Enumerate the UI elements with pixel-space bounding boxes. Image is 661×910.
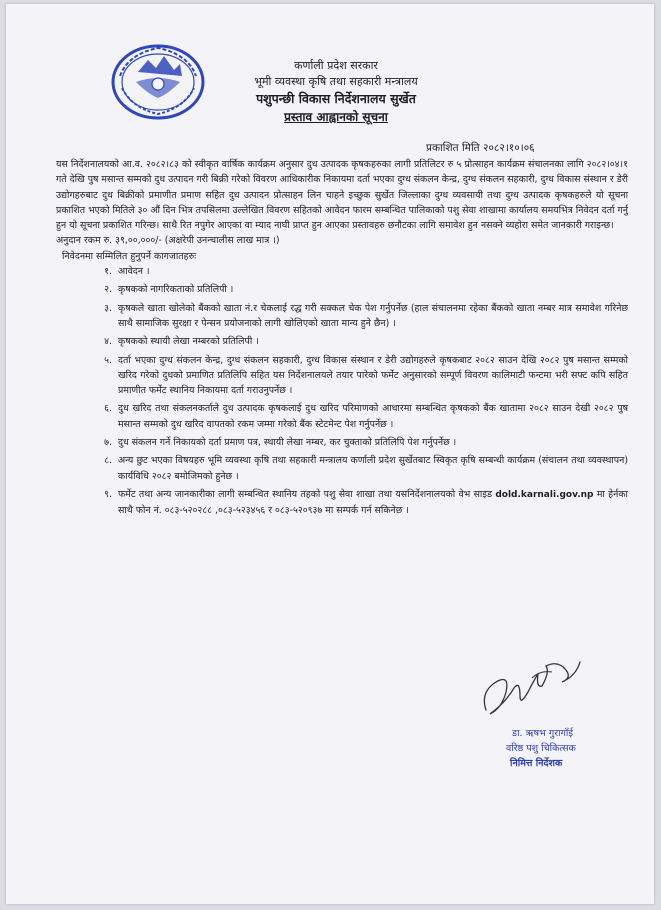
list-item [56,487,628,519]
item-text: कृषकको स्थायी लेखा नम्बरको प्रतिलिपी । [118,336,259,348]
documents-list [56,264,628,518]
item-text: अन्य छुट भएका विषयहरु भूमि व्यवस्था कृषि तथा सहकारी मन्त्रालय कर्णाली प्रदेश सुर्खेतबाट स्विकृत कृषि सम्बन्धी कार्यक्रम (संचालन तथा व्यवस्थापन) कार्यविधि २०८२ बमोजिमको हुनेछ । [118,455,628,482]
signer-block [506,726,616,771]
list-item [56,453,628,484]
item-text: दुध खरिद तथा संकलनकर्ताले दुध उत्पादक कृषकलाई दुध खरिद परिमाणको आधारमा सम्बन्धित कृषकको बैंक खातामा २०८२ साउन देखी २०८२ पुष मसान्त सम्मको दुध खरिद वापतको रकम जम्मा गरेको बैंक स्टेटमेन्ट पेश गर्नुपर्नेछ । [118,403,628,430]
notice-page [6,4,654,904]
list-item [56,282,628,297]
list-item [56,435,628,450]
item-number: १. [104,266,112,278]
directorate-name: पशुपन्छी विकास निर्देशनालय सुर्खेत [256,91,416,106]
item-text: आवेदन । [118,266,150,278]
notice-body [56,157,628,522]
item-number: ९. [104,488,112,500]
government-name: कर्णाली प्रदेश सरकार [294,59,378,72]
main-paragraph: यस निर्देशनालयको आ.व. २०८२।८३ को स्वीकृत वार्षिक कार्यक्रम अनुसार दुध उत्पादक कृषकहरुका लागी प्रतिलिटर रु ५ प्रोत्साहन कार्यक्रम संचालनका लागि २०८२।०४।१ गते देखि पुष मसान्त सम्मको दुध उत्पादन गरी बिक्री गरेको विवरण आधिकारीक निकायमा दर्ता भएका दुग्ध संकलन केन्द्र, दुग्ध संकलन सहकारी, दुग्ध विकास संस्थान र डेरी उद्योगहरुबाट दुध बिक्रीको प्रमाणीत प्रमाण सहित दुध उत्पादन प्रोत्साहन लिन चाहने इच्छुक सुर्खेत जिल्लाका दुग्ध व्यवसायी तथा दुग्ध उत्पादक कृषकहरुले यो सूचना प्रकाशित भएको मितिले ३० औं दिन भित्र तपसिलमा उल्लेखित विवरण सहितको आवेदन फारम सम्बन्धित पालिकाको पशु सेवा शाखामा कार्यालय समयभित्र निवेदन दर्ता गर्नु हुन यो सूचना प्रकाशित गरिन्छ। साथै रित नपुगेर आएका वा म्याद नाघी प्राप्त हुन आएका प्रस्तावहरु छनौटका लागि समावेश हुन नसक्ने व्यहोरा समेत जानकारी गराइन्छ। [56,159,629,232]
list-item [56,353,628,399]
item-text-contact: मा हेर्नका साथै फोन नं. ०८३-५२०२८८ ,०८३-५२३४५६ र ०८३-५२०९३७ मा सम्पर्क गर्न सकिनेछ । [118,488,628,517]
item-number: ५. [104,354,112,366]
letterhead [216,58,456,126]
item-text: कृषकको नागरिकताको प्रतिलिपी । [118,284,234,296]
signer-post: वरिष्ठ पशु चिकित्सक [506,743,576,754]
list-item [56,334,628,349]
signer-name: डा. ऋषभ गुरागाँई [512,728,574,739]
item-number: २. [104,284,112,296]
item-number: ४. [104,336,112,348]
item-text: कृषकले खाता खोलेको बैंकको खाता नं.र चेकलाई रद्ध गरी सक्कल चेक पेश गर्नुपर्नेछ (हाल संचालनमा रहेका बैंकको खाता नम्बर मात्र समावेश गरिनेछ साथै सामाजिक सुरक्षा र पेन्सन प्रयोजनाको लागी खोलिएको खाता मान्य हुने छैन) । [118,302,628,329]
signer-role: निमित्त निर्देशक [510,758,563,769]
ministry-name: भूमी व्यवस्था कृषि तथा सहकारी मन्त्रालय [254,75,418,88]
list-item [56,264,628,279]
grant-amount: अनुदान रकम रु. ३९,००,०००/- (अक्षरेपी उनन्चालीस लाख मात्र ।) [56,235,280,247]
published-date: प्रकाशित मिति २०८२।१०।०६ [426,142,535,154]
list-item [56,401,628,432]
website-link[interactable]: dold.karnali.gov.np [495,489,594,500]
item-number: ६. [104,403,112,415]
documents-heading: निवेदनमा सम्मिलित हुनुपर्ने कागजातहरुः [62,250,197,262]
item-text: दर्ता भएका दुग्ध संकलन केन्द्र, दुग्ध संकलन सहकारी, दुग्ध विकास संस्थान र डेरी उद्योगहरुले कृषकबाट २०८२ साउन देखि २०८२ पुष मसान्त सम्मको खरिद गरेको दुधको प्रमाणित प्रतिलिपि सहित यस निर्देशनालयले तयार पारेको फर्मेट अनुसारको सम्पूर्ण विवरण कालिमाटी फन्टमा भरी सफ्ट कपि सहित प्रमाणीत फर्मेट स्थानिय निकायमा दर्ता गराउनुपर्नेछ । [118,354,628,397]
list-item [56,301,628,332]
office-seal-icon [108,42,208,122]
item-number: ३. [104,302,112,314]
item-number: ८. [104,455,112,467]
item-number: ७. [104,437,112,449]
notice-title: प्रस्ताव आह्वानको सूचना [284,110,388,124]
signature-icon [476,652,586,724]
item-text: फर्मेट तथा अन्य जानकारीका लागी सम्बन्धित स्थानिय तहको पशु सेवा शाखा तथा यसनिर्देशनालयको वेभ साइड [118,488,492,500]
item-text: दुध संकलन गर्ने निकायको दर्ता प्रमाण पत्र, स्थायी लेखा नम्बर, कर चुक्ताको प्रतिलिपि पेश गर्नुपर्नेछ । [118,437,457,449]
